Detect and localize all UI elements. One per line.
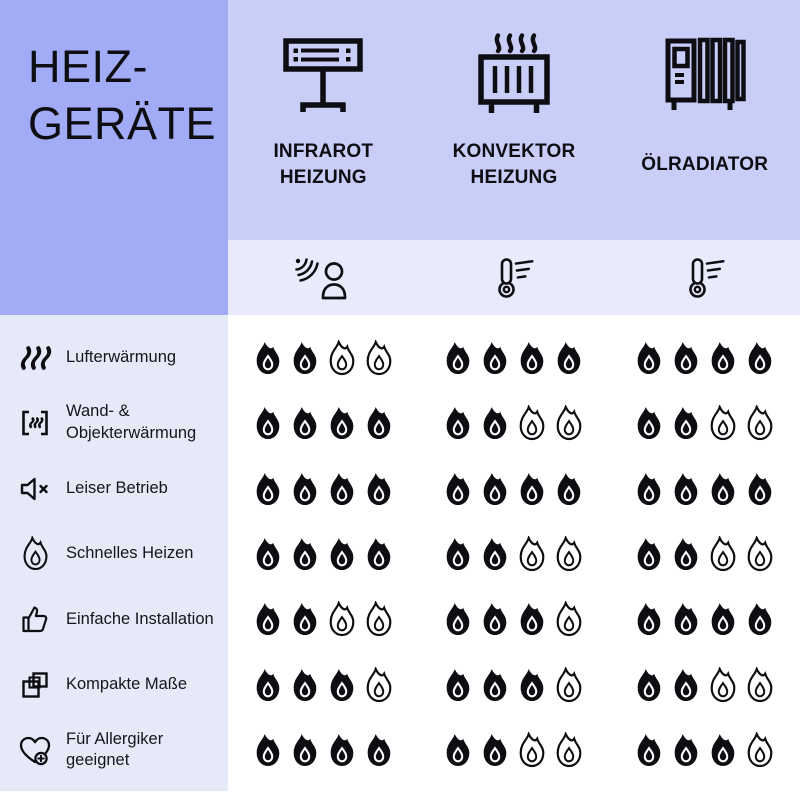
flame-icon-filled bbox=[479, 667, 511, 703]
flame-icon-filled bbox=[633, 536, 665, 572]
oil-radiator-icon bbox=[655, 24, 755, 128]
flame-icon-filled bbox=[553, 471, 585, 507]
rating-cell bbox=[419, 521, 610, 586]
flame-icon-filled bbox=[289, 601, 321, 637]
column-label-line1: KONVEKTOR bbox=[452, 140, 576, 162]
rating-cell bbox=[228, 652, 419, 717]
flame-icon-filled bbox=[289, 405, 321, 441]
flame-icon-filled bbox=[744, 471, 776, 507]
row-label: Kompakte Maße bbox=[66, 674, 188, 693]
column-label-line1: ÖLRADIATOR bbox=[641, 153, 769, 175]
flame-icon-filled bbox=[252, 667, 284, 703]
column-label-line2: HEIZUNG bbox=[470, 167, 558, 188]
radiant-heat-person-icon bbox=[228, 240, 419, 315]
column-label bbox=[453, 136, 576, 194]
flame-icon-empty bbox=[363, 340, 395, 376]
flame-icon-filled bbox=[326, 732, 358, 768]
overlapping-squares-icon bbox=[14, 669, 56, 701]
flame-icon-filled bbox=[252, 471, 284, 507]
flame-icon-filled bbox=[252, 405, 284, 441]
convector-heater-icon bbox=[464, 24, 564, 128]
page-title-line2: GERÄTE bbox=[28, 98, 217, 150]
flame-icon-filled bbox=[670, 732, 702, 768]
flame-icon-filled bbox=[326, 405, 358, 441]
title-panel bbox=[0, 0, 228, 315]
feature-labels-column bbox=[0, 315, 228, 791]
rating-cell bbox=[419, 652, 610, 717]
table-row-kompakte-masse bbox=[0, 652, 228, 717]
flame-icon-empty bbox=[516, 405, 548, 441]
row-label: Schnelles Heizen bbox=[66, 544, 194, 563]
flame-icon-filled bbox=[516, 601, 548, 637]
rating-cell bbox=[228, 456, 419, 521]
flame-icon-filled bbox=[363, 732, 395, 768]
flame-icon-empty bbox=[744, 536, 776, 572]
flame-icon-filled bbox=[633, 667, 665, 703]
flame-icon-filled bbox=[479, 471, 511, 507]
ratings-grid bbox=[228, 315, 800, 791]
flame-icon-filled bbox=[479, 536, 511, 572]
column-header-infrarot bbox=[228, 0, 419, 240]
flame-icon-filled bbox=[363, 536, 395, 572]
flame-icon-filled bbox=[553, 340, 585, 376]
flame-icon-empty bbox=[744, 405, 776, 441]
row-label: Für Allergiker geeignet bbox=[66, 729, 164, 770]
flame-icon-filled bbox=[516, 471, 548, 507]
flame-icon-filled bbox=[252, 536, 284, 572]
flame-icon-empty bbox=[553, 405, 585, 441]
column-label bbox=[273, 136, 373, 194]
flame-icon-filled bbox=[744, 340, 776, 376]
flame-icon-filled bbox=[442, 667, 474, 703]
infrared-heater-icon bbox=[273, 24, 373, 128]
wall-object-heating-icon bbox=[14, 407, 56, 439]
flame-icon-filled bbox=[289, 471, 321, 507]
rating-cell bbox=[419, 718, 610, 783]
flame-icon-filled bbox=[744, 601, 776, 637]
rating-cell bbox=[609, 587, 800, 652]
column-label bbox=[641, 136, 768, 194]
flame-icon-filled bbox=[516, 667, 548, 703]
rating-cell bbox=[609, 652, 800, 717]
flame-icon-empty bbox=[363, 667, 395, 703]
flame-icon-filled bbox=[252, 601, 284, 637]
flame-icon-filled bbox=[289, 667, 321, 703]
page-title-line1: HEIZ- bbox=[28, 41, 148, 92]
flame-icon-empty bbox=[744, 667, 776, 703]
rating-cell bbox=[228, 390, 419, 455]
thumbs-up-icon bbox=[14, 604, 56, 634]
flame-icon-filled bbox=[633, 471, 665, 507]
flame-icon-filled bbox=[670, 667, 702, 703]
rating-cell bbox=[609, 390, 800, 455]
flame-icon-filled bbox=[479, 732, 511, 768]
column-header-konvektor bbox=[419, 0, 610, 240]
flame-icon-filled bbox=[670, 601, 702, 637]
table-row-wand-objekt bbox=[0, 390, 228, 455]
thermometer-airflow-icon bbox=[609, 240, 800, 315]
flame-icon-filled bbox=[442, 536, 474, 572]
flame-icon-filled bbox=[707, 732, 739, 768]
flame-icon-filled bbox=[363, 405, 395, 441]
flame-icon-filled bbox=[633, 340, 665, 376]
speaker-mute-icon bbox=[14, 476, 56, 502]
flame-icon-filled bbox=[442, 601, 474, 637]
flame-icon-empty bbox=[744, 732, 776, 768]
flame-icon-filled bbox=[363, 471, 395, 507]
flame-icon-filled bbox=[707, 601, 739, 637]
rating-cell bbox=[228, 587, 419, 652]
rating-cell bbox=[228, 718, 419, 783]
flame-icon bbox=[14, 536, 56, 571]
flame-icon-filled bbox=[670, 340, 702, 376]
flame-icon-filled bbox=[442, 340, 474, 376]
rating-cell bbox=[419, 325, 610, 390]
flame-icon-empty bbox=[553, 601, 585, 637]
flame-icon-empty bbox=[707, 536, 739, 572]
flame-icon-filled bbox=[707, 471, 739, 507]
flame-icon-empty bbox=[326, 601, 358, 637]
flame-icon-filled bbox=[326, 536, 358, 572]
flame-icon-filled bbox=[442, 405, 474, 441]
flame-icon-empty bbox=[326, 340, 358, 376]
table-row-einfache-installation bbox=[0, 587, 228, 652]
flame-icon-filled bbox=[479, 601, 511, 637]
column-label-line2: HEIZUNG bbox=[279, 167, 367, 188]
flame-icon-filled bbox=[633, 405, 665, 441]
heart-plus-icon bbox=[14, 734, 56, 766]
table-row-lufterwaermung bbox=[0, 325, 228, 390]
flame-icon-filled bbox=[633, 732, 665, 768]
flame-icon-filled bbox=[289, 732, 321, 768]
rating-cell bbox=[609, 456, 800, 521]
page-title bbox=[28, 38, 228, 152]
flame-icon-filled bbox=[252, 732, 284, 768]
flame-icon-filled bbox=[670, 536, 702, 572]
heat-waves-icon bbox=[14, 344, 56, 372]
flame-icon-empty bbox=[516, 536, 548, 572]
flame-icon-empty bbox=[553, 536, 585, 572]
rating-cell bbox=[419, 390, 610, 455]
flame-icon-filled bbox=[707, 340, 739, 376]
column-header-oelradiator bbox=[609, 0, 800, 240]
rating-cell bbox=[228, 521, 419, 586]
row-label: Wand- & Objekterwärmung bbox=[66, 402, 197, 443]
rating-cell bbox=[419, 456, 610, 521]
rating-cell bbox=[609, 325, 800, 390]
flame-icon-filled bbox=[442, 471, 474, 507]
feature-icon-band bbox=[228, 240, 800, 315]
rating-cell bbox=[419, 587, 610, 652]
flame-icon-empty bbox=[516, 732, 548, 768]
thermometer-airflow-icon bbox=[419, 240, 610, 315]
flame-icon-filled bbox=[479, 340, 511, 376]
table-row-schnelles-heizen bbox=[0, 521, 228, 586]
table-row-allergiker bbox=[0, 718, 228, 783]
flame-icon-filled bbox=[252, 340, 284, 376]
flame-icon-filled bbox=[326, 471, 358, 507]
flame-icon-filled bbox=[633, 601, 665, 637]
column-label-line1: INFRAROT bbox=[273, 140, 374, 162]
rating-cell bbox=[228, 325, 419, 390]
flame-icon-filled bbox=[289, 340, 321, 376]
flame-icon-filled bbox=[479, 405, 511, 441]
rating-cell bbox=[609, 521, 800, 586]
flame-icon-filled bbox=[442, 732, 474, 768]
row-label: Lufterwärmung bbox=[66, 347, 177, 366]
table-row-leiser-betrieb bbox=[0, 456, 228, 521]
flame-icon-filled bbox=[516, 340, 548, 376]
flame-icon-empty bbox=[553, 732, 585, 768]
flame-icon-filled bbox=[670, 471, 702, 507]
flame-icon-empty bbox=[553, 667, 585, 703]
flame-icon-filled bbox=[289, 536, 321, 572]
flame-icon-filled bbox=[326, 667, 358, 703]
row-label: Leiser Betrieb bbox=[66, 478, 168, 497]
row-label: Einfache Installation bbox=[66, 609, 214, 628]
flame-icon-empty bbox=[363, 601, 395, 637]
column-header-band bbox=[228, 0, 800, 240]
flame-icon-filled bbox=[670, 405, 702, 441]
rating-cell bbox=[609, 718, 800, 783]
flame-icon-empty bbox=[707, 405, 739, 441]
flame-icon-empty bbox=[707, 667, 739, 703]
